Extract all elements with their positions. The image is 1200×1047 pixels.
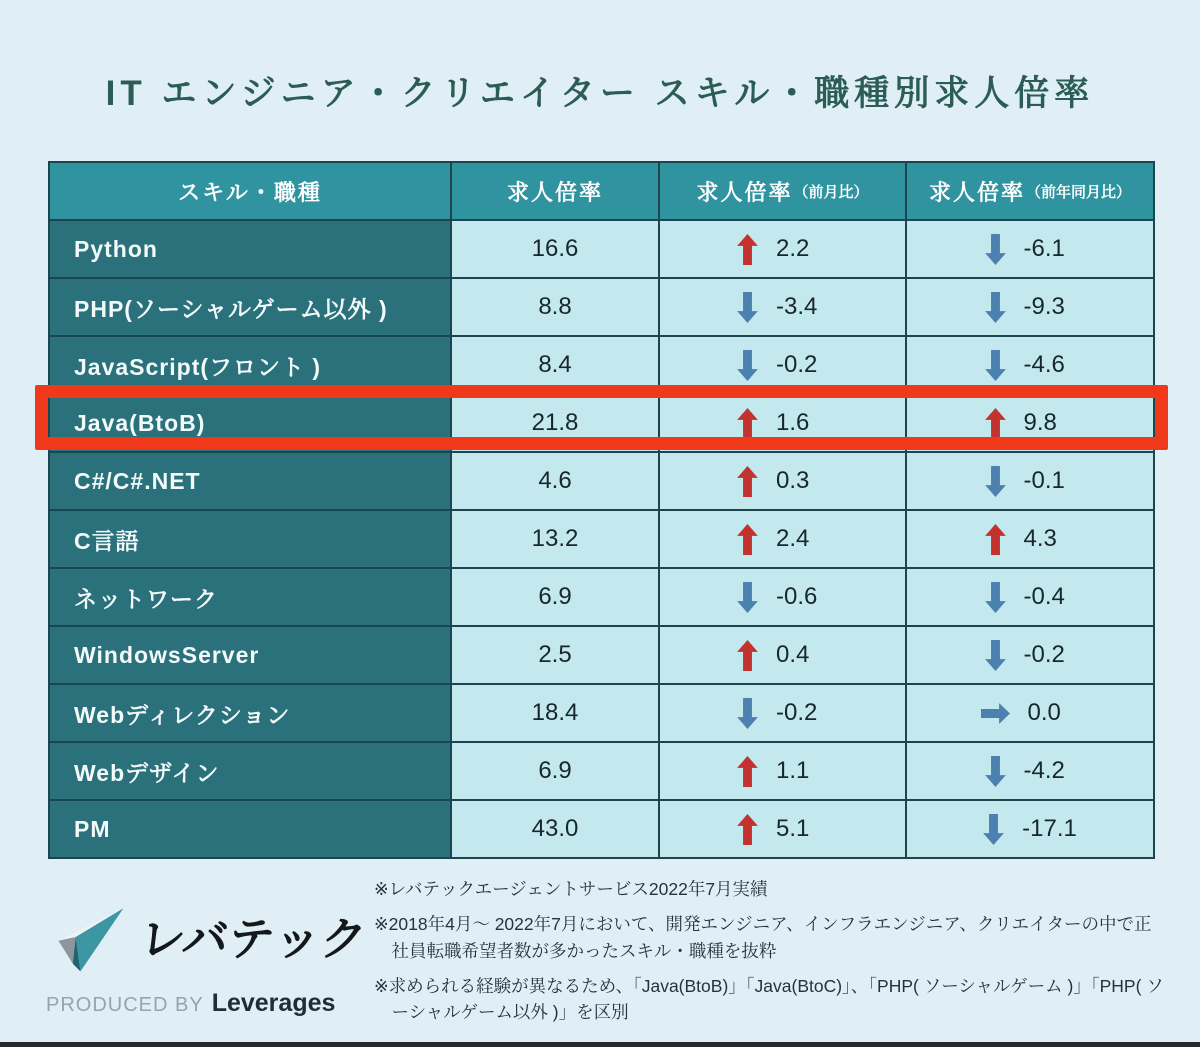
mom-cell	[660, 221, 905, 277]
skill-name-cell: Webデザイン	[50, 743, 450, 799]
brand-name: レバテック	[136, 913, 370, 965]
table-row	[50, 685, 1153, 741]
yoy-cell	[907, 453, 1153, 509]
mom-cell	[660, 627, 905, 683]
trend-arrow	[985, 350, 1006, 381]
trend-arrow	[985, 756, 1006, 787]
mom-value: 1.6	[776, 409, 810, 436]
yoy-cell	[907, 221, 1153, 277]
trend-arrow	[737, 466, 758, 497]
yoy-cell	[907, 337, 1153, 393]
mom-value: 5.1	[776, 815, 810, 842]
footnote: ※2018年4月〜 2022年7月において、開発エンジニア、インフラエンジニア、クリエイターの中で正社員転職希望者数が多かったスキル・職種を抜粋	[374, 914, 1152, 961]
yoy-value: -0.1	[1023, 467, 1065, 494]
skill-name-cell: C#/C#.NET	[50, 453, 450, 509]
trend-arrow	[985, 582, 1006, 613]
footnote: ※レバテックエージェントサービス2022年7月実績	[374, 879, 768, 899]
mom-value: -3.4	[776, 293, 818, 320]
header-mom-label: 求人倍率	[696, 179, 793, 205]
mom-value: 0.3	[776, 467, 810, 494]
ratio-value-cell: 2.5	[452, 627, 658, 683]
trend-arrow	[737, 640, 758, 671]
table-row	[50, 337, 1153, 393]
yoy-cell	[907, 801, 1153, 857]
skill-name-cell: WindowsServer	[50, 627, 450, 683]
levtech-triangle-icon	[46, 893, 134, 979]
mom-cell	[660, 453, 905, 509]
header-yoy-label: 求人倍率	[928, 179, 1025, 205]
ratio-value-cell: 6.9	[452, 569, 658, 625]
header-mom-sub: （前月比）	[793, 183, 869, 201]
mom-value: -0.2	[776, 351, 818, 378]
ratio-value-cell: 13.2	[452, 511, 658, 567]
yoy-cell	[907, 569, 1153, 625]
mom-cell	[660, 279, 905, 335]
skill-name-cell: Java(BtoB)	[50, 395, 450, 451]
mom-cell	[660, 395, 905, 451]
skill-name-cell: Python	[50, 221, 450, 277]
trend-arrow	[737, 234, 758, 265]
table-header-row	[50, 163, 1153, 219]
trend-arrow	[737, 524, 758, 555]
table-row-highlighted	[50, 395, 1153, 451]
table-row	[50, 511, 1153, 567]
trend-arrow	[985, 408, 1006, 439]
mom-cell	[660, 511, 905, 567]
table-row	[50, 801, 1153, 857]
header-ratio-label: 求人倍率	[506, 179, 603, 205]
yoy-value: 4.3	[1023, 525, 1057, 552]
yoy-value: 0.0	[1027, 699, 1061, 726]
page-title: IT エンジニア・クリエイター スキル・職種別求人倍率	[105, 74, 1095, 113]
company-name: Leverages	[211, 989, 336, 1017]
trend-arrow	[737, 408, 758, 439]
trend-arrow	[985, 524, 1006, 555]
footnote: ※求められる経験が異なるため、「Java(BtoB)」「Java(BtoC)」、「PHP( ソーシャルゲーム )」「PHP( ソーシャルゲーム以外 )」を区別	[374, 975, 1164, 1022]
yoy-value: -4.2	[1023, 757, 1065, 784]
trend-arrow	[737, 582, 758, 613]
yoy-value: -6.1	[1023, 235, 1065, 262]
header-skill-label: スキル・職種	[178, 179, 322, 205]
header-skill	[50, 163, 450, 219]
mom-value: 2.4	[776, 525, 810, 552]
produced-by-label: PRODUCED BY	[46, 994, 204, 1016]
table-row	[50, 279, 1153, 335]
ratio-table	[48, 161, 1155, 859]
yoy-cell	[907, 511, 1153, 567]
mom-value: 2.2	[776, 235, 810, 262]
trend-arrow	[737, 756, 758, 787]
mom-value: -0.6	[776, 583, 818, 610]
table-row	[50, 453, 1153, 509]
trend-arrow	[985, 234, 1006, 265]
yoy-cell	[907, 685, 1153, 741]
mom-cell	[660, 801, 905, 857]
yoy-cell	[907, 627, 1153, 683]
mom-cell	[660, 337, 905, 393]
yoy-value: -9.3	[1023, 293, 1065, 320]
table-row	[50, 627, 1153, 683]
trend-arrow	[983, 814, 1004, 845]
table-row	[50, 569, 1153, 625]
ratio-value-cell: 8.8	[452, 279, 658, 335]
bottom-border-line	[0, 1042, 1200, 1047]
levtech-logo	[46, 893, 370, 1018]
mom-cell	[660, 569, 905, 625]
trend-arrow	[985, 292, 1006, 323]
yoy-cell	[907, 395, 1153, 451]
trend-arrow	[737, 350, 758, 381]
mom-cell	[660, 743, 905, 799]
mom-value: 0.4	[776, 641, 810, 668]
trend-arrow	[985, 466, 1006, 497]
footnotes	[374, 876, 1164, 1034]
mom-value: -0.2	[776, 699, 818, 726]
yoy-value: -0.2	[1023, 641, 1065, 668]
header-mom	[660, 163, 905, 219]
yoy-value: -4.6	[1023, 351, 1065, 378]
ratio-value-cell: 8.4	[452, 337, 658, 393]
ratio-value-cell: 16.6	[452, 221, 658, 277]
skill-name-cell: PHP(ソーシャルゲーム以外 )	[50, 279, 450, 335]
ratio-value-cell: 18.4	[452, 685, 658, 741]
mom-value: 1.1	[776, 757, 810, 784]
trend-arrow	[737, 698, 758, 729]
ratio-value-cell: 4.6	[452, 453, 658, 509]
header-yoy-sub: （前年同月比）	[1026, 183, 1132, 201]
mom-cell	[660, 685, 905, 741]
yoy-cell	[907, 743, 1153, 799]
table-row	[50, 221, 1153, 277]
header-ratio	[452, 163, 658, 219]
trend-arrow	[985, 640, 1006, 671]
skill-name-cell: C言語	[50, 511, 450, 567]
yoy-value: -0.4	[1023, 583, 1065, 610]
trend-arrow	[737, 814, 758, 845]
yoy-value: -17.1	[1022, 815, 1077, 842]
yoy-cell	[907, 279, 1153, 335]
skill-name-cell: Webディレクション	[50, 685, 450, 741]
skill-name-cell: PM	[50, 801, 450, 857]
skill-name-cell: JavaScript(フロント )	[50, 337, 450, 393]
ratio-value-cell: 43.0	[452, 801, 658, 857]
yoy-value: 9.8	[1023, 409, 1057, 436]
table-row	[50, 743, 1153, 799]
ratio-value-cell: 6.9	[452, 743, 658, 799]
header-yoy	[907, 163, 1153, 219]
trend-arrow	[737, 292, 758, 323]
trend-arrow	[981, 703, 1010, 724]
ratio-value-cell: 21.8	[452, 395, 658, 451]
skill-name-cell: ネットワーク	[50, 569, 450, 625]
